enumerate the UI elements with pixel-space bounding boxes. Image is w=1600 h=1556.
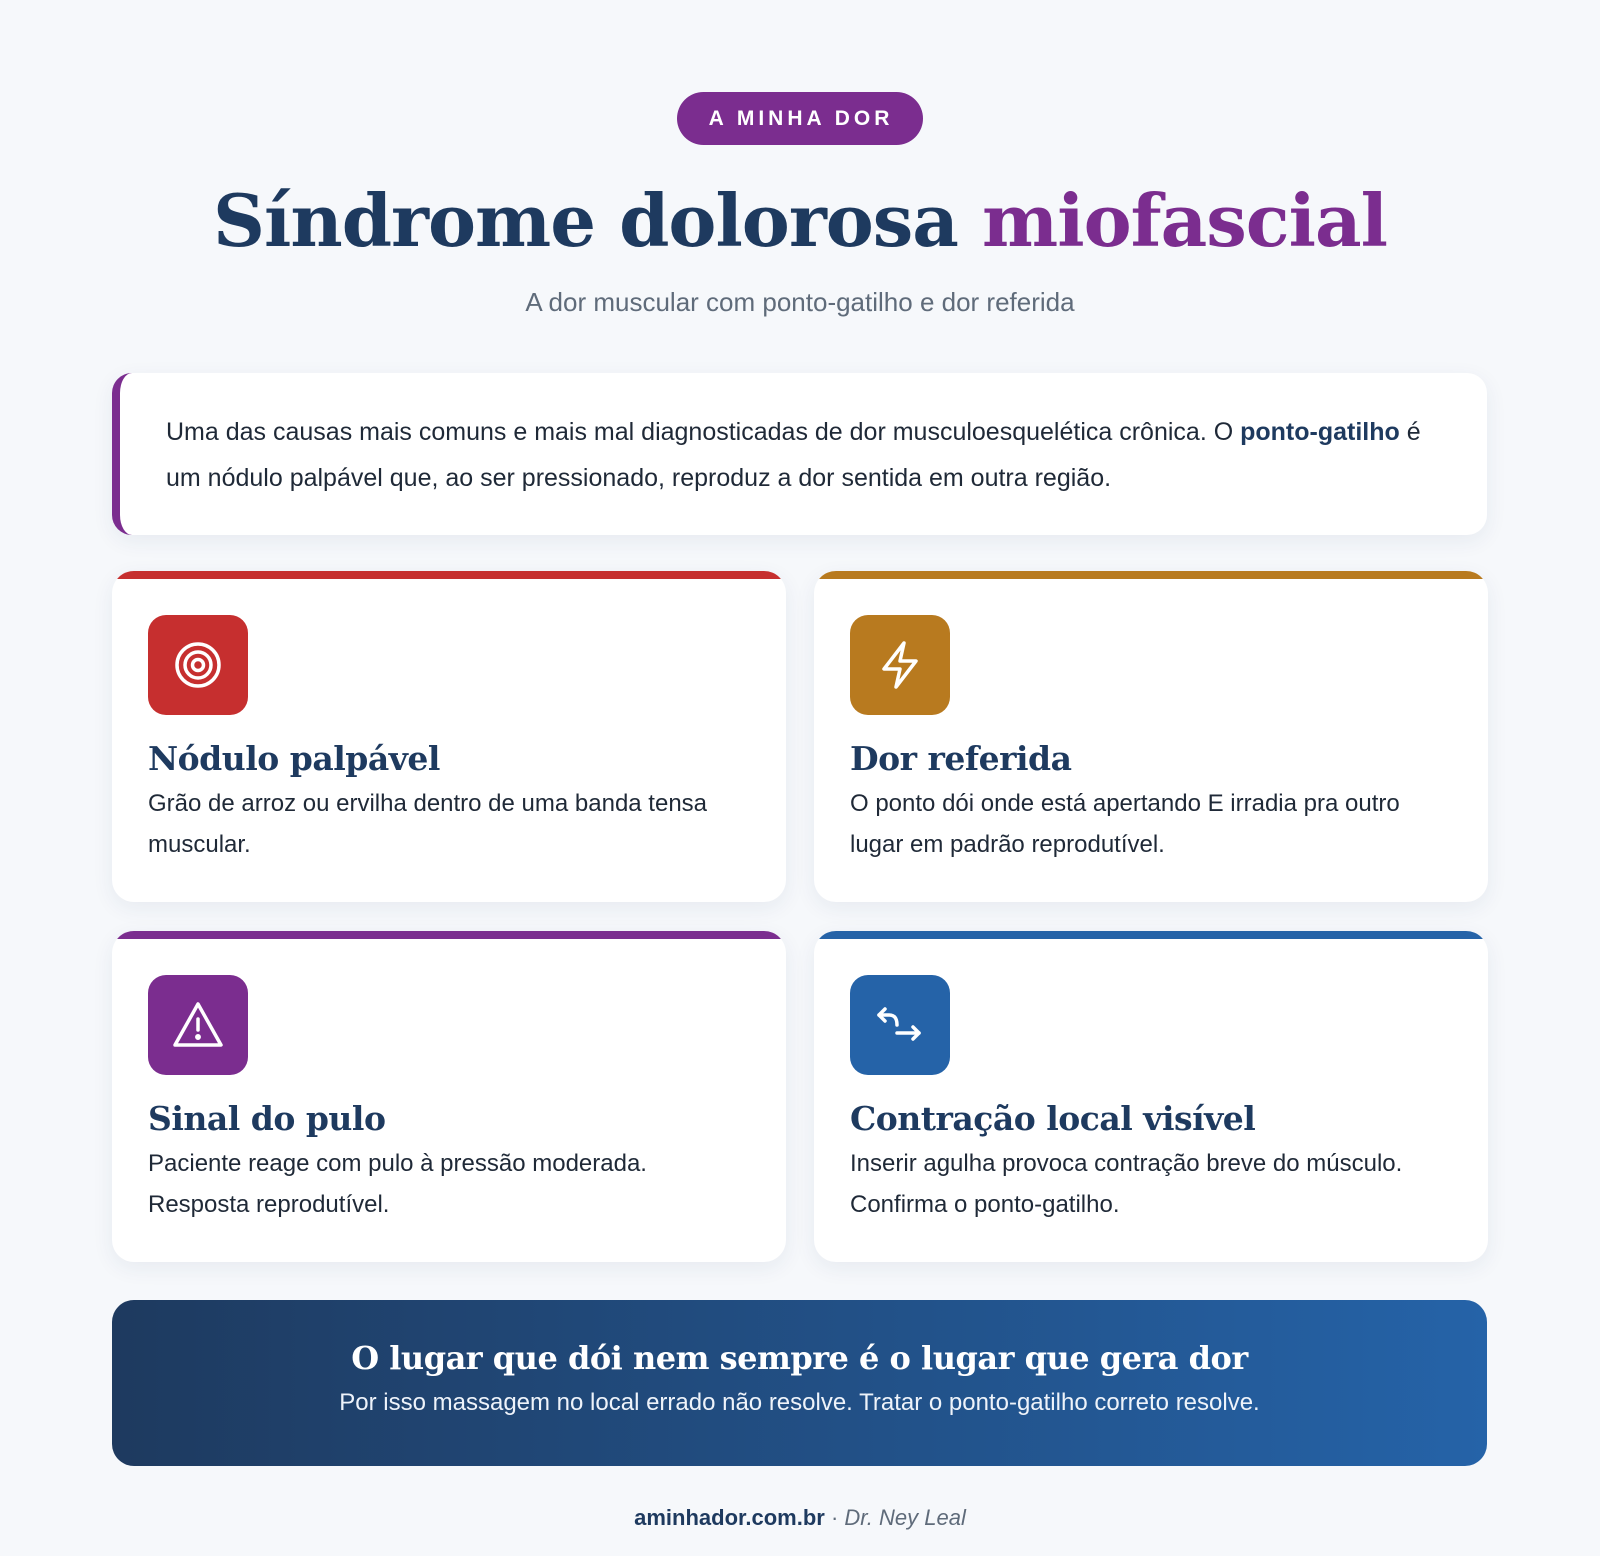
card-text: Inserir agulha provoca contração breve do músculo. Confirma o ponto-gatilho. xyxy=(850,1149,1403,1218)
intro-card xyxy=(112,373,1487,535)
intro-highlight: ponto-gatilho xyxy=(1240,418,1400,446)
footer xyxy=(0,1505,1600,1531)
card-title: Contração local visível xyxy=(850,1099,1256,1138)
header xyxy=(0,0,1600,145)
banner-title: O lugar que dói nem sempre é o lugar que gera dor xyxy=(351,1339,1248,1377)
intro-text-after: é um nódulo palpável que, ao ser pressionado, reproduz a dor sentida em outra região. xyxy=(166,418,1421,492)
card-title: Sinal do pulo xyxy=(148,1099,386,1138)
feature-card-contracao xyxy=(814,931,1488,1262)
feature-card-sinal-pulo xyxy=(112,931,786,1262)
card-title: Dor referida xyxy=(850,739,1072,778)
card-accent-bar xyxy=(814,571,1488,579)
card-accent-bar xyxy=(112,931,786,939)
card-text: O ponto dói onde está apertando E irradia pra outro lugar em padrão reprodutível. xyxy=(850,789,1400,858)
footer-site-link[interactable]: aminhador.com.br xyxy=(634,1505,825,1530)
page-subtitle: A dor muscular com ponto-gatilho e dor referida xyxy=(525,287,1075,317)
warning-icon xyxy=(148,975,248,1075)
feature-card-nodulo xyxy=(112,571,786,902)
card-accent-bar xyxy=(112,571,786,579)
card-text: Grão de arroz ou ervilha dentro de uma banda tensa muscular. xyxy=(148,789,708,858)
feature-card-dor-referida xyxy=(814,571,1488,902)
lightning-icon xyxy=(850,615,950,715)
page-title-accent: miofascial xyxy=(982,178,1387,263)
category-badge: A MINHA DOR xyxy=(677,92,924,145)
card-title: Nódulo palpável xyxy=(148,739,440,778)
footer-separator: · xyxy=(824,1505,845,1530)
page-title-main: Síndrome dolorosa xyxy=(213,178,958,263)
banner-text: Por isso massagem no local errado não resolve. Tratar o ponto-gatilho correto resolve. xyxy=(339,1388,1260,1416)
footer-author: Dr. Ney Leal xyxy=(844,1505,966,1530)
page-title xyxy=(0,178,1600,263)
arrows-icon xyxy=(850,975,950,1075)
card-text: Paciente reage com pulo à pressão moderada. Resposta reprodutível. xyxy=(148,1149,647,1218)
intro-text-before: Uma das causas mais comuns e mais mal diagnosticadas de dor musculoesquelética crônica. O xyxy=(166,418,1241,446)
card-accent-bar xyxy=(814,931,1488,939)
target-icon xyxy=(148,615,248,715)
key-message-banner xyxy=(112,1300,1487,1466)
